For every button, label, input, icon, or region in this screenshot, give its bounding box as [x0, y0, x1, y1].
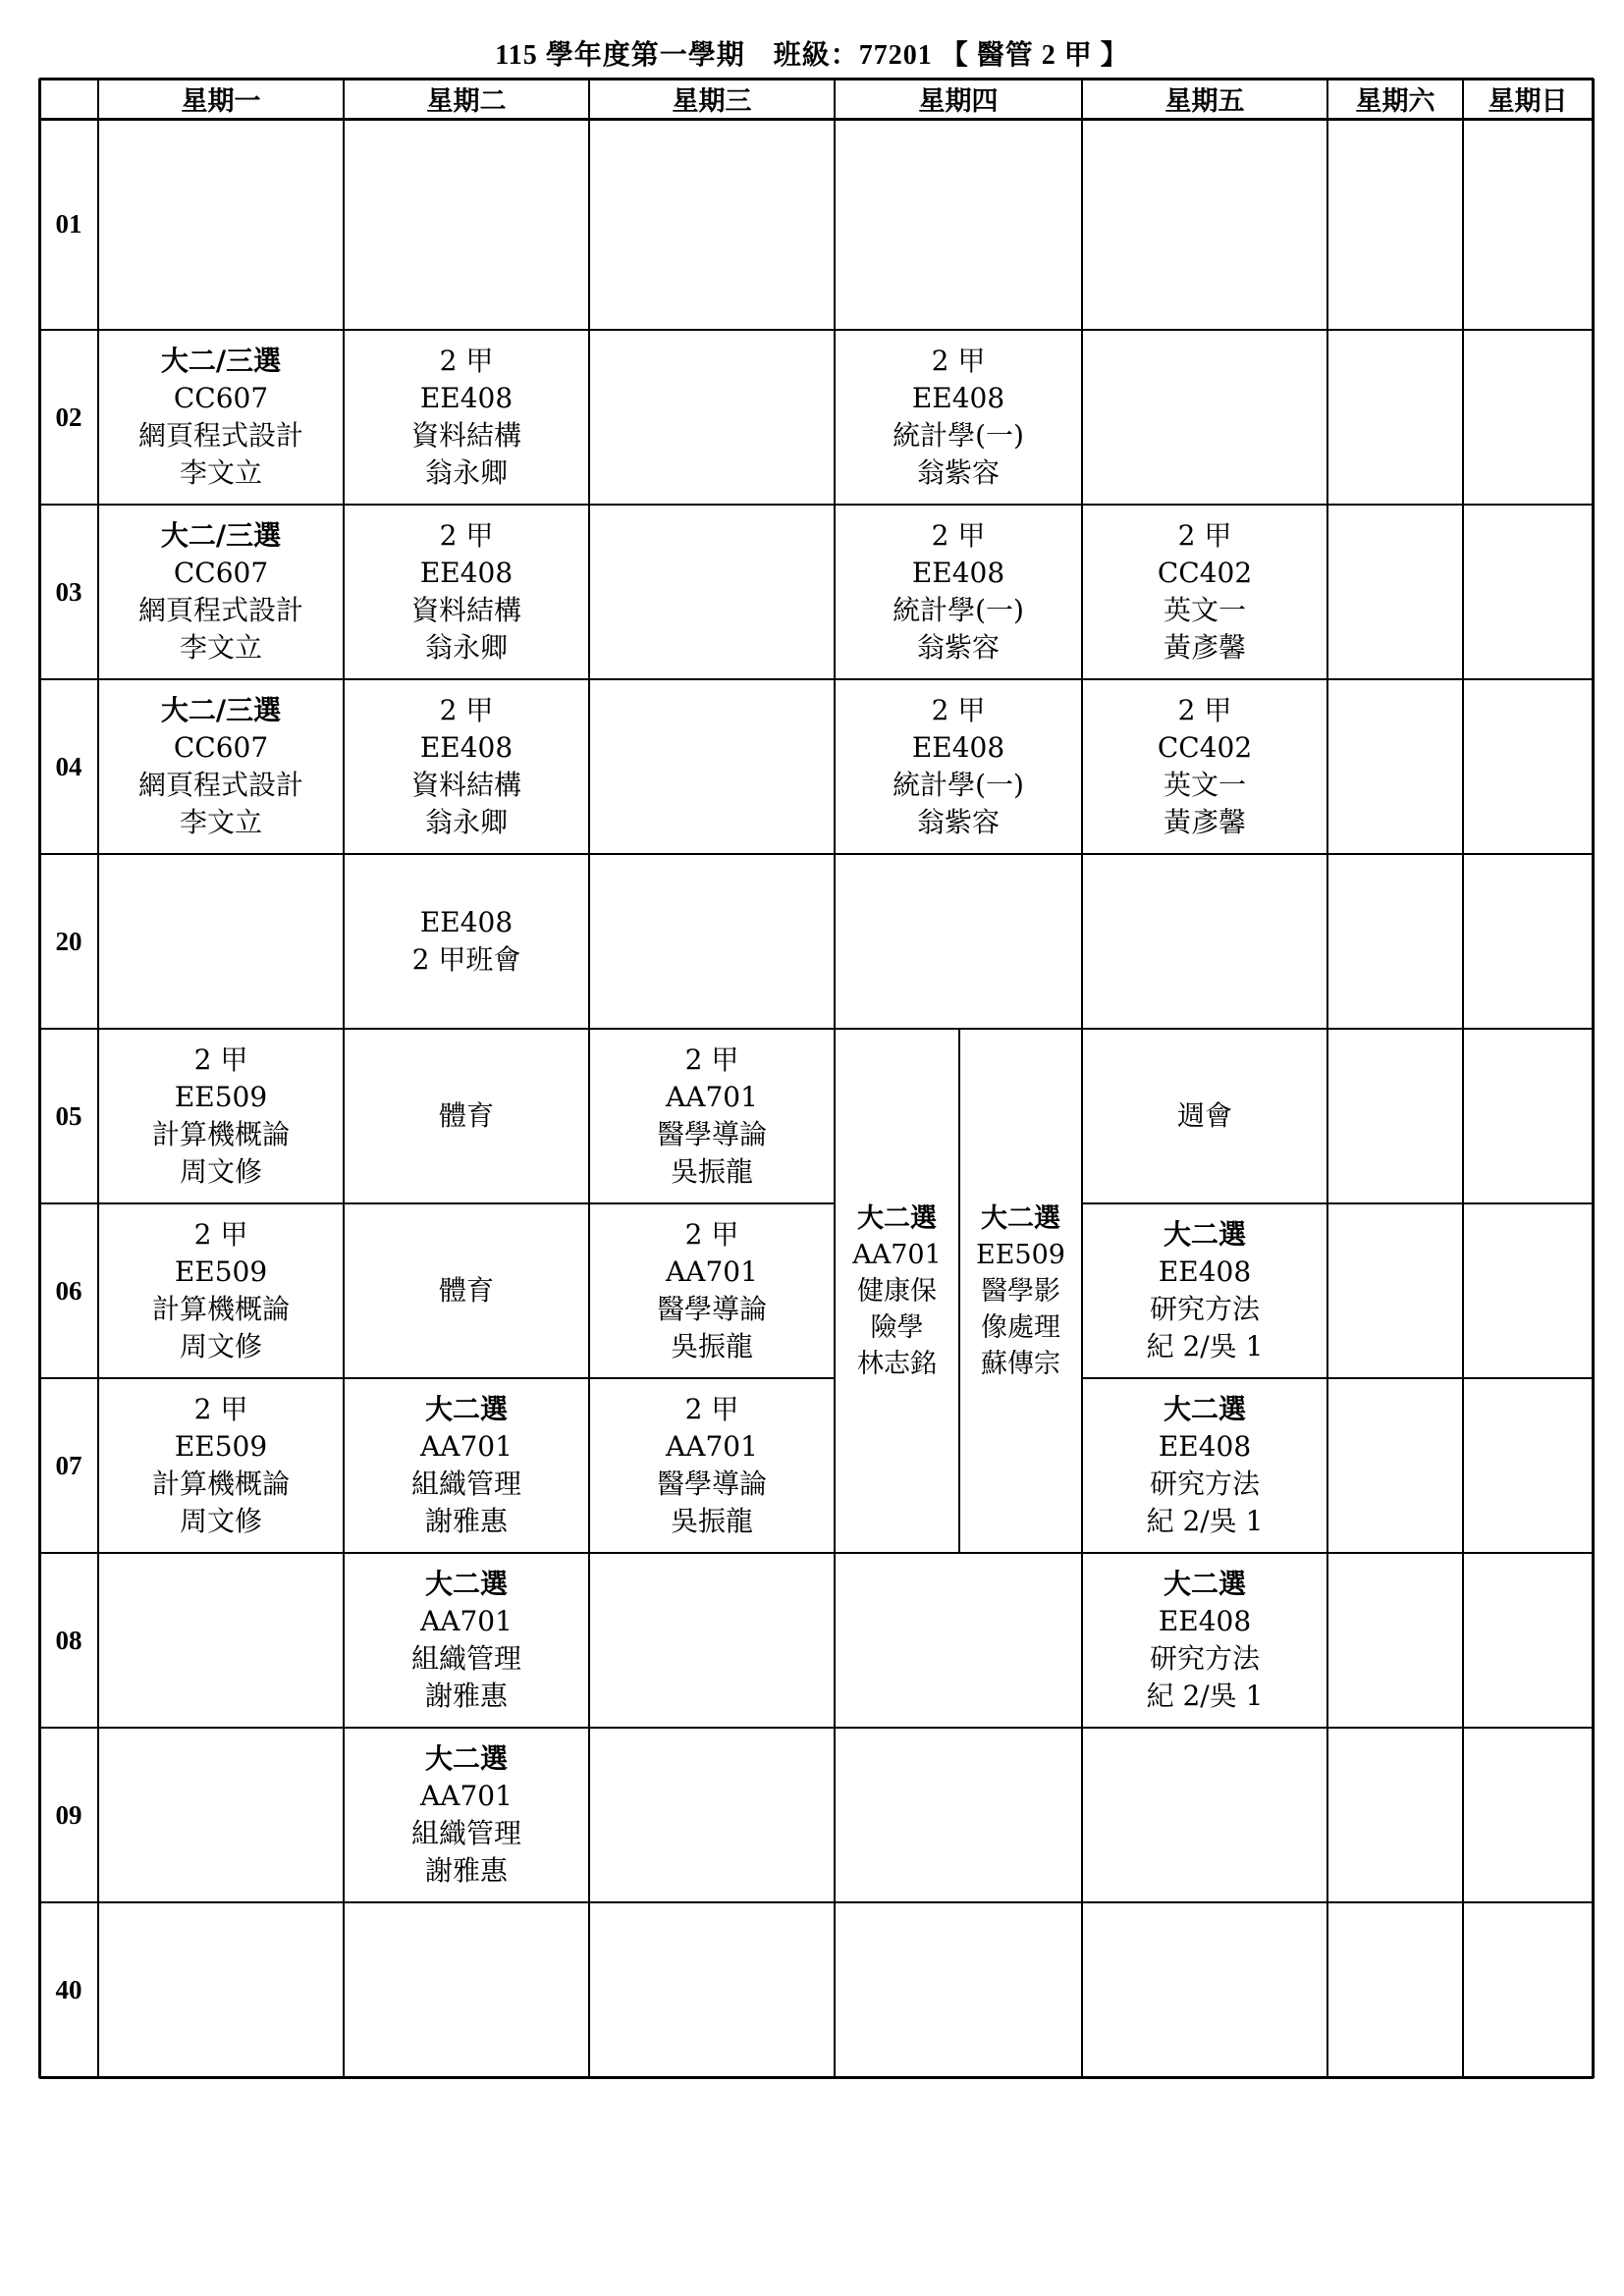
course-teacher: 吳振龍 [670, 1155, 753, 1188]
course-room: EE509 [174, 1255, 268, 1288]
course-room: CC402 [1157, 557, 1253, 589]
day-header-sun: 星期日 [1488, 86, 1568, 117]
grid-line [39, 1202, 836, 1204]
course-teacher: 紀 2/吳 1 [1146, 1505, 1264, 1537]
course-group: 週會 [1176, 1099, 1232, 1132]
course-group: 2 甲 [439, 694, 494, 726]
course-cell-tue-08 [344, 1553, 589, 1728]
course-name: 組織管理 [410, 1642, 521, 1675]
course-room: CC607 [173, 382, 269, 414]
course-room: EE408 [911, 382, 1005, 414]
course-room: AA701 [420, 1605, 513, 1637]
period-label-03: 03 [55, 576, 82, 607]
course-cell-mon-02 [98, 330, 344, 505]
course-group: 體育 [438, 1099, 494, 1132]
course-teacher: 林志銘 [857, 1348, 937, 1379]
course-room: EE408 [1158, 1430, 1252, 1463]
course-cell-mon-07 [98, 1378, 344, 1553]
course-cell-tue-02 [344, 330, 589, 505]
course-room: CC402 [1157, 731, 1253, 764]
course-room: EE509 [174, 1081, 268, 1113]
course-teacher: 翁紫容 [916, 806, 1000, 838]
course-room: EE408 [419, 382, 514, 414]
course-cell-wed-07 [589, 1378, 835, 1553]
course-room: EE408 [419, 557, 514, 589]
course-room: EE408 [911, 557, 1005, 589]
course-room: AA701 [666, 1081, 758, 1113]
course-group: 大二選 [424, 1568, 508, 1600]
course-name: 統計學(一) [893, 419, 1024, 452]
course-cell-tue-07 [344, 1378, 589, 1553]
course-name: 英文一 [1163, 769, 1246, 801]
grid-line [39, 853, 1594, 855]
course-group: 體育 [438, 1274, 494, 1307]
course-name: 統計學(一) [893, 594, 1024, 626]
course-room: EE509 [976, 1239, 1065, 1270]
grid-line [834, 79, 836, 2078]
period-label-08: 08 [55, 1625, 82, 1655]
course-name: 組織管理 [410, 1817, 521, 1849]
grid-line [39, 78, 1594, 80]
course-cell-thu-b-0507 [959, 1029, 1082, 1553]
course-cell-tue-20 [344, 854, 589, 1029]
course-cell-tue-03 [344, 505, 589, 679]
course-cell-thu-02 [835, 330, 1082, 505]
course-cell-thu-04 [835, 679, 1082, 854]
course-name: 健康保 [857, 1275, 937, 1307]
course-name: 研究方法 [1149, 1642, 1260, 1675]
course-room: AA701 [666, 1430, 758, 1463]
course-group: 2 甲 [1177, 519, 1232, 552]
course-teacher: 李文立 [179, 806, 262, 838]
course-name: 資料結構 [410, 419, 521, 452]
day-header-thu: 星期四 [918, 86, 999, 117]
course-room: EE408 [419, 731, 514, 764]
course-group: 2 甲 [684, 1393, 739, 1425]
course-teacher: 翁永卿 [424, 806, 508, 838]
course-group: 2 甲 [684, 1218, 739, 1251]
course-cell-fri-08 [1082, 1553, 1327, 1728]
course-name: 英文一 [1163, 594, 1246, 626]
course-teacher: 黃彥馨 [1163, 631, 1246, 664]
course-teacher: 吳振龍 [670, 1330, 753, 1362]
course-cell-fri-06 [1082, 1203, 1327, 1378]
course-group: 2 甲 [439, 519, 494, 552]
day-header-sat: 星期六 [1355, 86, 1435, 117]
period-label-02: 02 [55, 401, 82, 432]
course-room: 2 甲班會 [411, 943, 521, 976]
grid-line [958, 1029, 960, 1554]
course-room: EE408 [1158, 1605, 1252, 1637]
grid-line [1462, 79, 1464, 2078]
period-label-09: 09 [55, 1799, 82, 1830]
course-group: 大二選 [1163, 1393, 1246, 1425]
period-label-04: 04 [55, 751, 82, 781]
course-group: 大二選 [857, 1202, 937, 1234]
course-cell-tue-04 [344, 679, 589, 854]
course-cell-fri-04 [1082, 679, 1327, 854]
course-name: 統計學(一) [893, 769, 1024, 801]
course-teacher: 翁永卿 [424, 631, 508, 664]
course-teacher: 周文修 [179, 1505, 262, 1537]
grid-line [39, 1552, 1594, 1554]
grid-line [39, 1727, 1594, 1729]
grid-line [1082, 1377, 1594, 1379]
day-header-tue: 星期二 [426, 86, 507, 117]
course-teacher: 紀 2/吳 1 [1146, 1330, 1264, 1362]
course-teacher: 蘇傳宗 [981, 1348, 1060, 1379]
course-teacher: 險學 [870, 1311, 924, 1343]
course-cell-mon-05 [98, 1029, 344, 1203]
course-group: 大二選 [1163, 1218, 1246, 1251]
grid-line [39, 1028, 1594, 1030]
grid-line [97, 79, 99, 2078]
course-teacher: 周文修 [179, 1330, 262, 1362]
course-teacher: 謝雅惠 [424, 1680, 508, 1712]
course-room: AA701 [420, 1780, 513, 1812]
grid-line [1082, 1202, 1594, 1204]
grid-line [39, 329, 1594, 331]
course-group: 2 甲 [193, 1218, 248, 1251]
course-cell-fri-07 [1082, 1378, 1327, 1553]
grid-line [39, 678, 1594, 680]
course-cell-mon-03 [98, 505, 344, 679]
course-group: 2 甲 [931, 519, 986, 552]
course-teacher: 謝雅惠 [424, 1505, 508, 1537]
course-cell-wed-06 [589, 1203, 835, 1378]
grid-line [1592, 79, 1595, 2078]
course-cell-fri-03 [1082, 505, 1327, 679]
period-label-40: 40 [55, 1974, 82, 2004]
course-room: CC607 [173, 731, 269, 764]
course-room: AA701 [852, 1239, 942, 1270]
course-teacher: 李文立 [179, 631, 262, 664]
day-header-wed: 星期三 [672, 86, 752, 117]
period-label-01: 01 [55, 209, 82, 239]
course-group: 大二選 [981, 1202, 1060, 1234]
course-name: 研究方法 [1149, 1293, 1260, 1325]
course-name: 醫學導論 [656, 1468, 767, 1500]
course-name: 資料結構 [410, 769, 521, 801]
course-room: AA701 [420, 1430, 513, 1463]
course-cell-fri-05 [1082, 1029, 1327, 1203]
period-label-05: 05 [55, 1100, 82, 1131]
period-label-06: 06 [55, 1275, 82, 1306]
course-cell-mon-06 [98, 1203, 344, 1378]
course-teacher: 周文修 [179, 1155, 262, 1188]
grid-line [39, 504, 1594, 506]
grid-line [39, 2076, 1594, 2079]
course-group: 2 甲 [1177, 694, 1232, 726]
course-group: 2 甲 [439, 345, 494, 377]
course-group: 大二/三選 [160, 694, 282, 726]
grid-line [588, 79, 590, 2078]
course-teacher: 翁紫容 [916, 631, 1000, 664]
course-name: 醫學影 [981, 1275, 1060, 1307]
course-name: 組織管理 [410, 1468, 521, 1500]
course-teacher: 黃彥馨 [1163, 806, 1246, 838]
course-cell-tue-05 [344, 1029, 589, 1203]
course-room: EE408 [911, 731, 1005, 764]
course-name: 研究方法 [1149, 1468, 1260, 1500]
course-cell-thu-03 [835, 505, 1082, 679]
course-teacher: 像處理 [981, 1311, 1060, 1343]
grid-line [39, 1901, 1594, 1903]
course-room: AA701 [666, 1255, 758, 1288]
course-group: 2 甲 [193, 1043, 248, 1076]
course-teacher: 翁永卿 [424, 456, 508, 489]
course-teacher: 李文立 [179, 456, 262, 489]
course-teacher: 謝雅惠 [424, 1854, 508, 1887]
course-group: 大二/三選 [160, 519, 282, 552]
course-name: 網頁程式設計 [137, 769, 303, 801]
grid-line [39, 118, 1594, 121]
day-header-mon: 星期一 [181, 86, 261, 117]
course-cell-mon-04 [98, 679, 344, 854]
course-group: 大二選 [424, 1393, 508, 1425]
course-name: 資料結構 [410, 594, 521, 626]
course-cell-thu-a-0507 [835, 1029, 959, 1553]
course-cell-tue-09 [344, 1728, 589, 1902]
course-name: 網頁程式設計 [137, 594, 303, 626]
course-group: 2 甲 [931, 345, 986, 377]
course-group: 2 甲 [193, 1393, 248, 1425]
grid-line [38, 79, 41, 2078]
course-room: CC607 [173, 557, 269, 589]
grid-line [1326, 79, 1328, 2078]
course-name: 醫學導論 [656, 1118, 767, 1150]
day-header-fri: 星期五 [1164, 86, 1245, 117]
period-label-20: 20 [55, 926, 82, 956]
grid-line [39, 1377, 836, 1379]
course-group: EE408 [419, 906, 514, 938]
course-name: 計算機概論 [151, 1293, 290, 1325]
course-room: EE509 [174, 1430, 268, 1463]
page-title: 115 學年度第一學期 班級：77201 【 醫管 2 甲 】 [495, 40, 1129, 71]
course-room: EE408 [1158, 1255, 1252, 1288]
course-group: 大二/三選 [160, 345, 282, 377]
course-teacher: 吳振龍 [670, 1505, 753, 1537]
course-name: 計算機概論 [151, 1468, 290, 1500]
course-name: 醫學導論 [656, 1293, 767, 1325]
course-name: 計算機概論 [151, 1118, 290, 1150]
course-group: 大二選 [424, 1742, 508, 1775]
course-teacher: 紀 2/吳 1 [1146, 1680, 1264, 1712]
course-group: 大二選 [1163, 1568, 1246, 1600]
course-cell-wed-05 [589, 1029, 835, 1203]
grid-line [343, 79, 345, 2078]
grid-line [1081, 79, 1083, 2078]
course-group: 2 甲 [684, 1043, 739, 1076]
course-teacher: 翁紫容 [916, 456, 1000, 489]
course-group: 2 甲 [931, 694, 986, 726]
period-label-07: 07 [55, 1450, 82, 1480]
course-name: 網頁程式設計 [137, 419, 303, 452]
course-cell-tue-06 [344, 1203, 589, 1378]
